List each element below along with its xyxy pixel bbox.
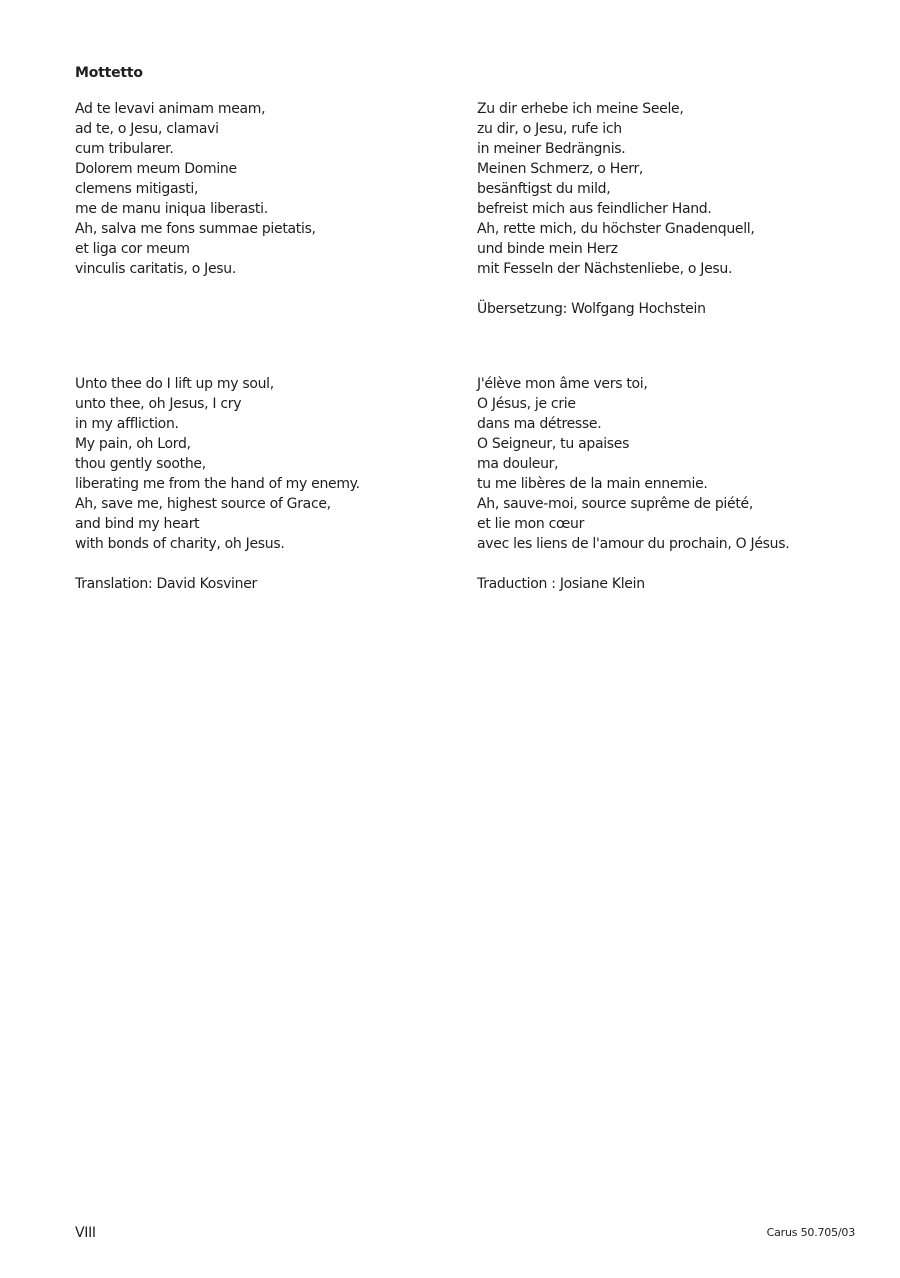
french-line: Ah, sauve-moi, source suprême de piété, xyxy=(477,496,753,512)
french-line: et lie mon cœur xyxy=(477,516,585,532)
latin-line: cum tribularer. xyxy=(75,141,174,157)
english-translation-credit: Translation: David Kosviner xyxy=(75,576,257,592)
catalog-number: Carus 50.705/03 xyxy=(766,1226,855,1239)
page-number: VIII xyxy=(75,1225,96,1241)
latin-line: Dolorem meum Domine xyxy=(75,161,237,177)
english-line: thou gently soothe, xyxy=(75,456,206,472)
french-line: O Seigneur, tu apaises xyxy=(477,436,630,452)
page-title: Mottetto xyxy=(75,65,143,81)
french-line: O Jésus, je crie xyxy=(477,396,576,412)
english-line: My pain, oh Lord, xyxy=(75,436,191,452)
english-line: Ah, save me, highest source of Grace, xyxy=(75,496,331,512)
english-line: with bonds of charity, oh Jesus. xyxy=(75,536,285,552)
latin-line: ad te, o Jesu, clamavi xyxy=(75,121,219,137)
french-line: tu me libères de la main ennemie. xyxy=(477,476,708,492)
french-translation-credit: Traduction : Josiane Klein xyxy=(477,576,645,592)
german-line: mit Fesseln der Nächstenliebe, o Jesu. xyxy=(477,261,733,277)
latin-line: vinculis caritatis, o Jesu. xyxy=(75,261,236,277)
german-translation-credit: Übersetzung: Wolfgang Hochstein xyxy=(477,301,706,317)
latin-line: Ah, salva me fons summae pietatis, xyxy=(75,221,316,237)
english-line: in my affliction. xyxy=(75,416,179,432)
english-line: Unto thee do I lift up my soul, xyxy=(75,376,274,392)
latin-line: clemens mitigasti, xyxy=(75,181,199,197)
german-line: zu dir, o Jesu, rufe ich xyxy=(477,121,622,137)
german-line: Ah, rette mich, du höchster Gnadenquell, xyxy=(477,221,755,237)
english-line: and bind my heart xyxy=(75,516,200,532)
latin-line: Ad te levavi animam meam, xyxy=(75,101,266,117)
french-line: J'élève mon âme vers toi, xyxy=(477,376,648,392)
english-text-block xyxy=(75,374,360,554)
german-line: und binde mein Herz xyxy=(477,241,618,257)
latin-line: me de manu iniqua liberasti. xyxy=(75,201,268,217)
german-line: Zu dir erhebe ich meine Seele, xyxy=(477,101,684,117)
german-line: Meinen Schmerz, o Herr, xyxy=(477,161,644,177)
english-line: liberating me from the hand of my enemy. xyxy=(75,476,360,492)
german-line: besänftigst du mild, xyxy=(477,181,611,197)
french-text-block xyxy=(477,374,789,554)
french-line: ma douleur, xyxy=(477,456,559,472)
german-line: in meiner Bedrängnis. xyxy=(477,141,626,157)
latin-text-block xyxy=(75,99,316,279)
english-line: unto thee, oh Jesus, I cry xyxy=(75,396,242,412)
french-line: avec les liens de l'amour du prochain, O Jésus. xyxy=(477,536,790,552)
french-line: dans ma détresse. xyxy=(477,416,602,432)
german-line: befreist mich aus feindlicher Hand. xyxy=(477,201,712,217)
latin-line: et liga cor meum xyxy=(75,241,190,257)
german-text-block xyxy=(477,99,755,279)
